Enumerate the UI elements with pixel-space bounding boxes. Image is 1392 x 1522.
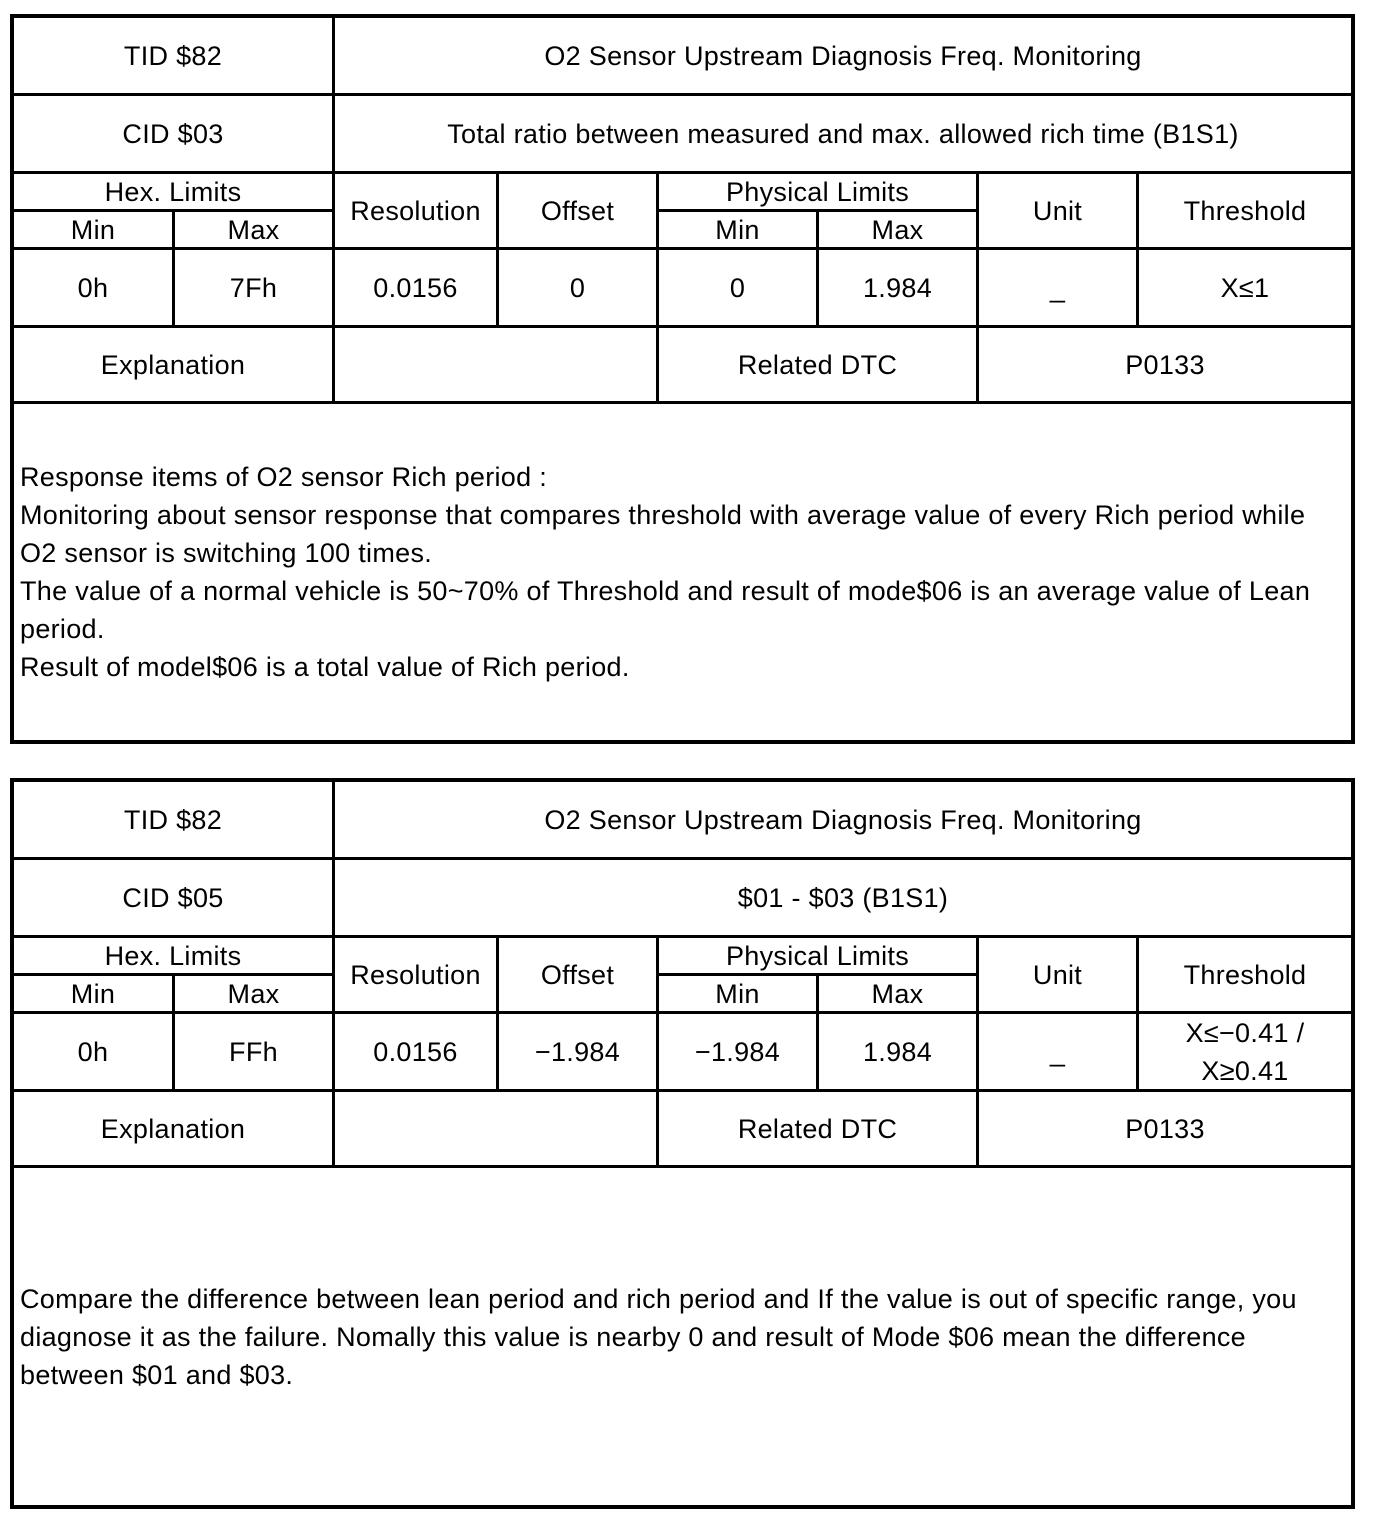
offset-header: Offset: [499, 938, 656, 1011]
offset-value: 0: [499, 250, 656, 325]
physical-limits-header: Physical Limits: [659, 174, 976, 209]
offset-header: Offset: [499, 174, 656, 247]
offset-value: −1.984: [499, 1014, 656, 1089]
phys-max-value: 1.984: [819, 1014, 976, 1089]
cid-desc-cell: Total ratio between measured and max. allowed rich time (B1S1): [335, 96, 1351, 171]
tid-title-cell: O2 Sensor Upstream Diagnosis Freq. Monitoring: [335, 18, 1351, 93]
tid-cell: TID $82: [14, 782, 332, 857]
resolution-header: Resolution: [335, 174, 496, 247]
tid-title-cell: O2 Sensor Upstream Diagnosis Freq. Monitoring: [335, 782, 1351, 857]
phys-min-value: −1.984: [659, 1014, 816, 1089]
hex-max-value: 7Fh: [175, 250, 332, 325]
phys-max-value: 1.984: [819, 250, 976, 325]
explanation-label: Explanation: [14, 328, 332, 401]
explanation-text: Response items of O2 sensor Rich period : Monitoring about sensor response that compares threshold with average value of every Rich period while O2 sensor is switching 100 times. The value of a normal vehicle is 50~70% of Threshold and result of mode$06 is an average value of Lean period. Result of model$06 is a total value of Rich period.: [14, 404, 1351, 740]
hex-max-header: Max: [175, 212, 332, 247]
cid-desc-cell: $01 - $03 (B1S1): [335, 860, 1351, 935]
hex-max-header: Max: [175, 976, 332, 1011]
hex-min-value: 0h: [14, 1014, 172, 1089]
phys-max-header: Max: [819, 976, 976, 1011]
cid-cell: CID $05: [14, 860, 332, 935]
threshold-value: X≤−0.41 / X≥0.41: [1139, 1014, 1351, 1089]
threshold-value: X≤1: [1139, 250, 1351, 325]
cid-05-table: [10, 778, 1355, 1509]
threshold-header: Threshold: [1139, 938, 1351, 1011]
unit-value: _: [979, 1014, 1136, 1089]
hex-limits-header: Hex. Limits: [14, 174, 332, 209]
cid-cell: CID $03: [14, 96, 332, 171]
explanation-text: Compare the difference between lean period and rich period and If the value is out of specific range, you diagnose it as the failure. Nomally this value is nearby 0 and result of Mode $06 mean the difference between $01 and $03.: [14, 1168, 1351, 1505]
hex-min-header: Min: [14, 976, 172, 1011]
hex-limits-header: Hex. Limits: [14, 938, 332, 973]
resolution-value: 0.0156: [335, 1014, 496, 1089]
physical-limits-header: Physical Limits: [659, 938, 976, 973]
hex-min-header: Min: [14, 212, 172, 247]
related-dtc-label: Related DTC: [659, 328, 976, 401]
related-dtc-label: Related DTC: [659, 1092, 976, 1165]
explanation-blank: [335, 328, 656, 401]
related-dtc-value: P0133: [979, 328, 1351, 401]
hex-min-value: 0h: [14, 250, 172, 325]
unit-value: _: [979, 250, 1136, 325]
resolution-header: Resolution: [335, 938, 496, 1011]
unit-header: Unit: [979, 174, 1136, 247]
threshold-header: Threshold: [1139, 174, 1351, 247]
related-dtc-value: P0133: [979, 1092, 1351, 1165]
tid-cell: TID $82: [14, 18, 332, 93]
unit-header: Unit: [979, 938, 1136, 1011]
phys-min-header: Min: [659, 976, 816, 1011]
phys-min-value: 0: [659, 250, 816, 325]
phys-max-header: Max: [819, 212, 976, 247]
phys-min-header: Min: [659, 212, 816, 247]
explanation-blank: [335, 1092, 656, 1165]
resolution-value: 0.0156: [335, 250, 496, 325]
cid-03-table: [10, 14, 1355, 744]
hex-max-value: FFh: [175, 1014, 332, 1089]
explanation-label: Explanation: [14, 1092, 332, 1165]
